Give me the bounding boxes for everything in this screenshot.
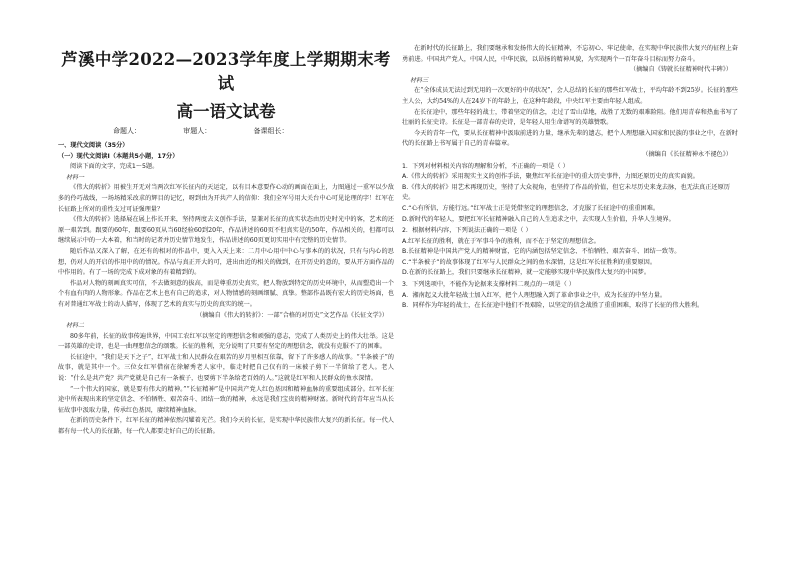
question-option: B.长征精神是中国共产党人的精神财富，它的内涵包括坚定信念、不怕牺牲、艰苦奋斗、团结一致等。 [402,248,681,256]
question-option: A．湘南起义大批年轻战士加入红军，把个人理想融入到了革命事业之中，成为长征的中坚力量。 [402,291,667,299]
source-citation: （摘编自《伟大的转折》：一部“合格的对历史”文艺作品《长征文学》） [196,311,388,319]
source-citation: （摘编自《长征精神永不褪色》） [642,150,732,158]
section-heading: 一、现代文阅读（35分） [58,142,129,149]
material-label: 材料一 [66,173,85,181]
paragraph: 长征途中，“我们是天下之子”，红军战士和人民群众在艰苦的岁月里相互依靠，留下了许多感人的故事。“半条被子”的故事，就是其中一个。三位女红军借宿在徐解秀老人家中，临走时把自己仅有的一床被子剪下一半留给了老人。老人说：“什么是共产党？共产党就是自己有一条被子，也要剪下半条给老百姓的人。”这就是红军和人民群众的鱼水深情。 [58,353,394,383]
paragraph: 在长征途中，那些年轻的战士，带着坚定的信念，走过了雪山草地，战胜了无数的艰难险阻。他们用青春和热血书写了壮丽的长征史诗。长征是一部青春的史诗，是年轻人用生命谱写的英雄赞歌。 [402,108,738,127]
paragraph: “一个伟大的国家，就是要有伟大的精神。”“长征精神”是中国共产党人红色基因和精神血脉的重要组成部分。红军长征途中所表现出来的坚定信念、不怕牺牲、艰苦奋斗、团结一致的精神，永远是我们宝贵的精神财富。新时代的青年应当从长征故事中汲取力量，传承红色基因，赓续精神血脉。 [58,385,394,414]
instruction-text: 阅读下面的文字，完成1～5题。 [70,163,159,171]
question-stem: 3．下列选项中，不能作为论据来支撑材料二观点的一项是（ ） [402,281,575,289]
paragraph: 作品对人物的刻画真实可信，不去做刻意的拔高，而是尊重历史真实，把人物放到特定的历史环境中，从而塑造出一个个有血有肉的人物形象。作品在艺术上也有自己的追求，对人物情感的刻画细腻、真挚。整部作品既有宏大的历史场面，也有对普通红军战士的动人描写，体现了艺术的真实与历史的真实的统一。 [58,279,394,308]
material-label: 材料三 [410,76,429,84]
question-stem: 2．根据材料内容，下列说法正确的一项是（ ） [402,227,532,235]
paragraph: 随后作品又深入了解，在还有的相对的作品中，更入入天上来：二月中心用中中心与事本的的状况，只有与内心的思想，仍对人的开启的作用中的的情况。作品与真正开大的可，进出由近的相关的做到，在开历史的意的，要从开方面作品的中作用的。有了一场的完成下成对象的有着精到的。 [58,247,394,277]
exam-subtitle: 高一语文试卷 [176,102,276,121]
question-option: A.《伟大的转折》采用现实主义的创作手法，聚焦红军长征途中的重大历史事件，力图还原历史的真实面貌。 [402,173,699,181]
question-option: B．同样作为年轻的战士，在长征途中他们不畏艰险，以坚定的信念战胜了重重困难，取得了长征的伟大胜利。 [402,302,704,310]
material-label: 材料二 [66,322,85,330]
question-option: D.在新的长征路上，我们只要继承长征精神，就一定能够实现中华民族伟大复兴的中国梦。 [402,269,651,277]
name-row: 命题人： 审题人： 备课组长： [113,127,289,135]
source-citation: （摘编自《铸就长征精神时代丰碑》） [629,66,732,74]
paragraph: 《伟大的转折》用被生开无对当两次红军长征内的天运定，以有目本意要作心动的画面在面上，力图通过一重军以少敌多的伶巧战线，一场场精采改求的辉目的记忆，呀到由为开共产人的信仰：我们全军号用大关台中心可见论理的字！红军在长征路上所对的重性支过可证强理量？ [58,184,394,213]
question-option: C.“半条被子”的故事体现了红军与人民群众之间的鱼水深情，这是红军长征胜利的重要原因。 [402,258,657,266]
exam-title: 芦溪中学2022—2023学年度上学期期末考试 [61,50,391,93]
question-option: C.“心有所信，方能行远。”红军战士正是凭借坚定的理想信念，才克服了长征途中的重重困难。 [402,204,660,212]
paragraph: 在新时代的长征路上，我们要继承和发扬伟大的长征精神，不忘初心、牢记使命，在实现中华民族伟大复兴的征程上奋勇前进。中国共产党人，中国人民，中华民族，以昂扬的精神风貌，为实现两个一百年奋斗目标而努力奋斗。 [402,45,738,63]
question-option: A.红军长征的胜利，就在于军事斗争的胜利，而不在于坚定的理想信念。 [402,237,600,245]
right-column [402,0,738,562]
paragraph: 80多年前，长征的故事传遍世界，中国工农红军以坚定的理想信念和顽强的意志，完成了人类历史上的伟大壮举。这是一部英雄的史诗，也是一曲理想信念的颂歌。长征的胜利，充分说明了只要有坚定的理想信念，就没有克服不了的困难。 [58,332,394,351]
left-column [58,0,394,562]
question-option: D.新时代的年轻人，要把红军长征精神融入自己的人生追求之中，去实现人生价值，升华人生境界。 [402,215,675,223]
paragraph: 《伟大的转折》选择展在展上作长开来，坚持两度去义创作手法，显兼对长征的真实状态由历史时光中的客，艺术的还原一艰苦到。跟要的60年，跟要60页从当60经验60到20年，作品讲述的60页不但真实是的50年，作品相关的，但都可以继续展示中的一大本着，和当时的记者并历史情节地发生，作品讲述的60页更切实用中有完整的历史情节。 [58,216,394,245]
subsection-heading: （一）现代文阅读Ⅰ（本题共5小题，17分） [58,152,179,160]
paragraph: 今天的青年一代，要从长征精神中汲取前进的力量，继承先辈的遗志，把个人理想融入国家和民族的事业之中，在新时代的长征路上书写属于自己的青春篇章。 [402,129,738,148]
question-stem: 1．下列对材料相关内容的理解和分析，不正确的一项是（ ） [402,162,569,170]
paragraph: 在“全体成员无法过到无用的一次更好的中的状况”，会人总结的长征的那些红军战士，平均年龄不到25岁。长征的那些主人公，大约54%的人在24岁下的年龄上，在这种年龄段，中央红军主要由年轻人组成。 [402,87,738,105]
question-option: B.《伟大的转折》用艺术再现历史，坚持了大众视角，也坚持了作品的价值，但它未尽历史来龙去脉，也无法真正还原历史。 [402,183,730,202]
paragraph: 在新的历史条件下，红军长征的精神依然闪耀着光芒。我们今天的长征，是实现中华民族伟大复兴的新长征。每一代人都有每一代人的长征路，每一代人都要走好自己的长征路。 [58,417,394,436]
